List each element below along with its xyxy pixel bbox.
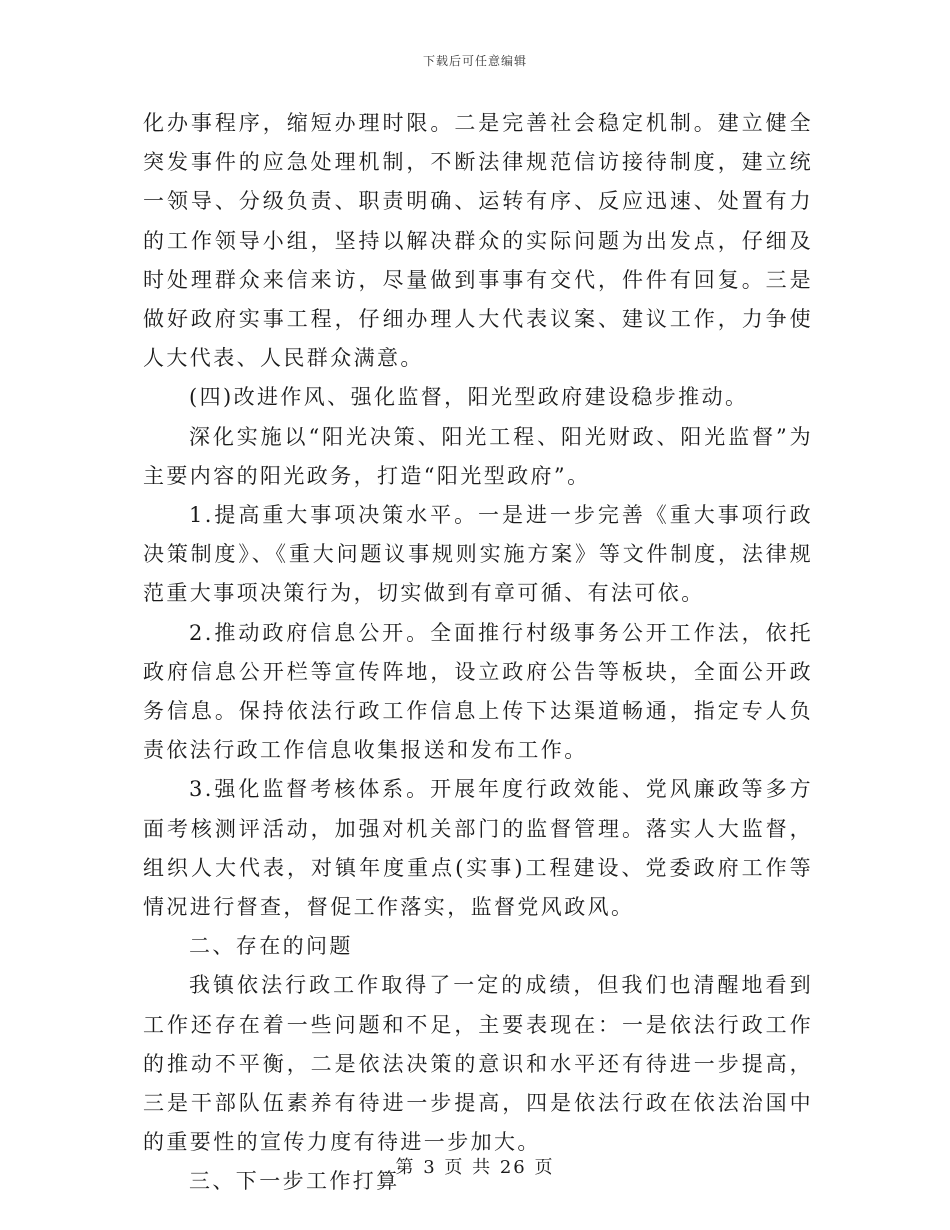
- paragraph-6: 3.强化监督考核体系。开展年度行政效能、党风廉政等多方面考核测评活动，加强对机关部门的监督管理。落实人大监督，组织人大代表，对镇年度重点(实事)工程建设、党委政府工作等情况进行督查，督促工作落实，监督党风政风。: [143, 777, 813, 920]
- paragraph-1: 化办事程序，缩短办理时限。二是完善社会稳定机制。建立健全突发事件的应急处理机制，不断法律规范信访接待制度，建立统一领导、分级负责、职责明确、运转有序、反应迅速、处置有力的工作领导小组，坚持以解决群众的实际问题为出发点，仔细及时处理群众来信来访，尽量做到事事有交代，件件有回复。三是做好政府实事工程，仔细办理人大代表议案、建议工作，力争使人大代表、人民群众满意。: [143, 111, 813, 371]
- section-heading-next-steps: 三、下一步工作打算: [189, 1169, 400, 1194]
- header-note: 下载后可任意编辑: [422, 54, 527, 68]
- page-number: 第 3 页 共 26 页: [395, 1157, 555, 1178]
- section-heading-4: (四)改进作风、强化监督，阳光型政府建设稳步推动。: [189, 385, 749, 410]
- document-body: [143, 104, 813, 1202]
- paragraph-4: 1.提高重大事项决策水平。一是进一步完善《重大事项行政决策制度》、《重大问题议事规则实施方案》等文件制度，法律规范重大事项决策行为，切实做到有章可循、有法可依。: [143, 503, 813, 606]
- section-heading-problems: 二、存在的问题: [189, 934, 353, 959]
- paragraph-3: 深化实施以“阳光决策、阳光工程、阳光财政、阳光监督”为主要内容的阳光政务，打造“阳光型政府”。: [143, 424, 813, 488]
- paragraph-5: 2.推动政府信息公开。全面推行村级事务公开工作法，依托政府信息公开栏等宣传阵地，设立政府公告等板块，全面公开政务信息。保持依法行政工作信息上传下达渠道畅通，指定专人负责依法行政工作信息收集报送和发布工作。: [143, 620, 813, 763]
- paragraph-8: 我镇依法行政工作取得了一定的成绩，但我们也清醒地看到工作还存在着一些问题和不足，主要表现在：一是依法行政工作的推动不平衡，二是依法决策的意识和水平还有待进一步提高，三是干部队伍素养有待进一步提高，四是依法行政在依法治国中的重要性的宣传力度有待进一步加大。: [143, 973, 813, 1155]
